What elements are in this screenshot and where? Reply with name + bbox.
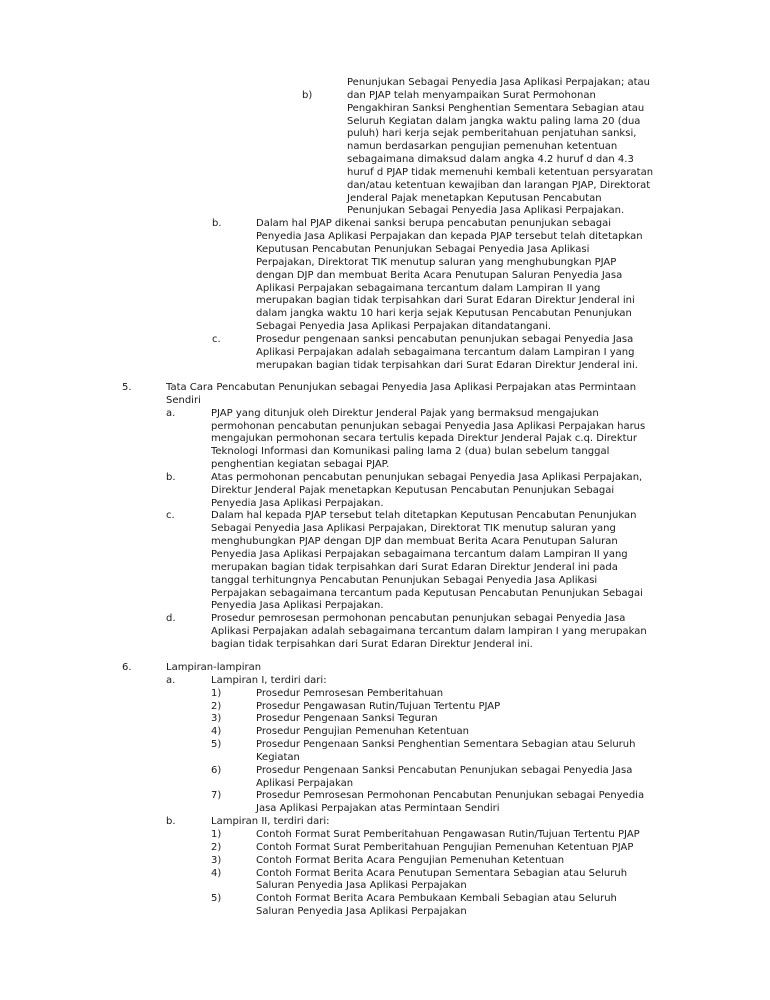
text-line: Prosedur Pengenaan Sanksi Penghentian Sementara Sebagian atau Seluruh xyxy=(256,739,636,751)
list-marker: 2) xyxy=(211,841,222,853)
list-marker: a. xyxy=(166,407,176,419)
list-item xyxy=(0,816,770,829)
list-marker: b. xyxy=(166,471,176,483)
text-line: dengan DJP dan membuat Berita Acara Penutupan Saluran Penyedia Jasa xyxy=(256,269,623,281)
section-continuation xyxy=(0,77,770,372)
text-line: Perpajakan, Direktorat TIK menutup saluran yang menghubungkan PJAP xyxy=(256,256,617,268)
text-line: Prosedur Pemrosesan Pemberitahuan xyxy=(256,687,444,699)
text-line: Sendiri xyxy=(166,394,201,406)
list-item xyxy=(0,510,770,613)
list-marker: 4) xyxy=(211,867,222,879)
text-line: Prosedur Pengenaan Sanksi Pencabutan Penunjukan sebagai Penyedia Jasa xyxy=(256,764,633,776)
list-marker: 3) xyxy=(211,854,222,866)
list-marker: b. xyxy=(212,218,222,230)
list-item xyxy=(0,868,770,894)
section-item xyxy=(0,662,770,675)
text-line: Saluran Penyedia Jasa Aplikasi Perpajakan xyxy=(256,880,467,892)
text-line: Lampiran-lampiran xyxy=(166,662,262,673)
list-item xyxy=(0,790,770,816)
text-line: Penyedia Jasa Aplikasi Perpajakan. xyxy=(211,497,384,509)
text-line: Contoh Format Berita Acara Penutupan Sementara Sebagian atau Seluruh xyxy=(256,867,628,879)
text-line: Prosedur Pengujian Pemenuhan Ketentuan xyxy=(256,726,469,738)
list-item xyxy=(0,77,770,90)
text-line: Prosedur pemrosesan permohonan pencabutan penunjukan sebagai Penyedia Jasa xyxy=(211,613,626,625)
text-line: Aplikasi Perpajakan sebagaimana tercantum dalam Lampiran II yang xyxy=(256,282,601,294)
text-line: Jenderal Pajak menetapkan Keputusan Pencabutan xyxy=(347,192,602,204)
text-line: merupakan bagian tidak terpisahkan dari Surat Edaran Direktur Jenderal ini pada xyxy=(211,561,618,573)
text-line: Penunjukan Sebagai Penyedia Jasa Aplikasi Perpajakan. xyxy=(347,205,625,217)
list-marker: 3) xyxy=(211,713,222,725)
list-item xyxy=(0,713,770,726)
text-line: Aplikasi Perpajakan adalah sebagaimana tercantum dalam lampiran I yang merupakan xyxy=(211,626,647,638)
text-line: namun berdasarkan pengujian pemenuhan ketentuan xyxy=(347,141,618,153)
text-line: mengajukan permohonan secara tertulis kepada Direktur Jenderal Pajak c.q. Direktur xyxy=(211,433,637,445)
list-item xyxy=(0,90,770,218)
list-item xyxy=(0,688,770,701)
list-marker: 4) xyxy=(211,726,222,738)
text-line: Sebagai Penyedia Jasa Aplikasi Perpajakan, Direktorat TIK menutup saluran yang xyxy=(211,523,616,535)
text-line: Lampiran I, terdiri dari: xyxy=(211,674,327,686)
text-line: Teknologi Informasi dan Komunikasi paling lama 2 (dua) bulan sebelum tanggal xyxy=(211,446,610,458)
section-6-attachments xyxy=(0,662,770,919)
text-line: Prosedur Pemrosesan Permohonan Pencabutan Penunjukan sebagai Penyedia xyxy=(256,790,645,802)
text-line: Dalam hal PJAP dikenai sanksi berupa pencabutan penunjukan sebagai xyxy=(256,218,611,230)
text-line: penghentian kegiatan sebagai PJAP. xyxy=(211,459,390,471)
text-line: Prosedur Pengenaan Sanksi Teguran xyxy=(256,713,438,725)
list-item xyxy=(0,739,770,765)
text-line: Direktur Jenderal Pajak menetapkan Keputusan Pencabutan Penunjukan Sebagai xyxy=(211,484,615,496)
text-line: Penunjukan Sebagai Penyedia Jasa Aplikasi Perpajakan; atau xyxy=(347,77,651,88)
text-line: puluh) hari kerja sejak pemberitahuan penjatuhan sanksi, xyxy=(347,128,637,140)
list-marker: 6. xyxy=(122,662,132,673)
section-5-self-revocation xyxy=(0,382,770,652)
text-line: Atas permohonan pencabutan penunjukan sebagai Penyedia Jasa Aplikasi Perpajakan, xyxy=(211,471,643,483)
text-line: Aplikasi Perpajakan xyxy=(256,777,354,789)
text-line: Penyedia Jasa Aplikasi Perpajakan. xyxy=(211,600,384,612)
text-line: Penyedia Jasa Aplikasi Perpajakan dan kepada PJAP tersebut telah ditetapkan xyxy=(256,231,643,243)
text-line: Saluran Penyedia Jasa Aplikasi Perpajakan xyxy=(256,906,467,918)
text-line: Tata Cara Pencabutan Penunjukan sebagai Penyedia Jasa Aplikasi Perpajakan atas Permintaan xyxy=(166,382,637,393)
list-marker: c. xyxy=(212,333,221,345)
list-item xyxy=(0,408,770,472)
text-line: dan/atau ketentuan kewajiban dan larangan PJAP, Direktorat xyxy=(347,179,651,191)
text-line: menghubungkan PJAP dengan DJP dan membuat Berita Acara Penutupan Saluran xyxy=(211,536,618,548)
text-line: bagian tidak terpisahkan dari Surat Edaran Direktur Jenderal ini. xyxy=(211,638,533,650)
text-line: huruf d PJAP tidak memenuhi kembali ketentuan persyaratan xyxy=(347,166,654,178)
list-marker: 2) xyxy=(211,700,222,712)
text-line: Prosedur Pengawasan Rutin/Tujuan Tertentu PJAP xyxy=(256,700,501,712)
list-item xyxy=(0,613,770,652)
text-line: Contoh Format Berita Acara Pembukaan Kembali Sebagian atau Seluruh xyxy=(256,893,617,905)
text-line: Contoh Format Surat Pemberitahuan Pengujian Pemenuhan Ketentuan PJAP xyxy=(256,841,634,853)
list-marker: 1) xyxy=(211,828,222,840)
list-item xyxy=(0,334,770,373)
list-marker: 5) xyxy=(211,893,222,905)
list-item xyxy=(0,855,770,868)
list-marker: 5. xyxy=(122,382,132,393)
text-line: Seluruh Kegiatan dalam jangka waktu paling lama 20 (dua xyxy=(347,115,641,127)
text-line: Contoh Format Surat Pemberitahuan Pengawasan Rutin/Tujuan Tertentu PJAP xyxy=(256,828,640,840)
text-line: Lampiran II, terdiri dari: xyxy=(211,816,330,828)
text-line: dalam jangka waktu 10 hari kerja sejak Keputusan Pencabutan Penunjukan xyxy=(256,308,632,320)
text-line: Aplikasi Perpajakan adalah sebagaimana tercantum dalam Lampiran I yang xyxy=(256,346,635,358)
list-item xyxy=(0,893,770,919)
text-line: tanggal terhitungnya Pencabutan Penunjukan Sebagai Penyedia Jasa Aplikasi xyxy=(211,574,598,586)
text-line: permohonan pencabutan penunjukan sebagai Penyedia Jasa Aplikasi Perpajakan harus xyxy=(211,420,646,432)
text-line: Contoh Format Berita Acara Pengujian Pemenuhan Ketentuan xyxy=(256,854,565,866)
list-marker: 5) xyxy=(211,739,222,751)
list-item xyxy=(0,701,770,714)
list-marker: b. xyxy=(166,816,176,828)
list-marker: b) xyxy=(302,89,313,101)
text-line: Perpajakan sebagaimana tercantum pada Keputusan Pencabutan Penunjukan Sebagai xyxy=(211,587,643,599)
list-item xyxy=(0,829,770,842)
text-line: Jasa Aplikasi Perpajakan atas Permintaan Sendiri xyxy=(256,803,500,815)
text-line: Sebagai Penyedia Jasa Aplikasi Perpajakan ditandatangani. xyxy=(256,321,552,333)
text-line: merupakan bagian tidak terpisahkan dari Surat Edaran Direktur Jenderal ini. xyxy=(256,359,638,371)
text-line: merupakan bagian tidak terpisahkan dari Surat Edaran Direktur Jenderal ini xyxy=(256,295,635,307)
text-line: Keputusan Pencabutan Penunjukan Sebagai Penyedia Jasa Aplikasi xyxy=(256,243,590,255)
list-item xyxy=(0,842,770,855)
text-line: dan PJAP telah menyampaikan Surat Permohonan xyxy=(347,89,596,101)
list-marker: c. xyxy=(166,510,175,522)
text-line: Pengakhiran Sanksi Penghentian Sementara Sebagian atau xyxy=(347,102,645,114)
list-item xyxy=(0,472,770,511)
list-marker: d. xyxy=(166,613,176,625)
list-marker: 7) xyxy=(211,790,222,802)
list-item xyxy=(0,218,770,334)
list-item xyxy=(0,765,770,791)
text-line: PJAP yang ditunjuk oleh Direktur Jenderal Pajak yang bermaksud mengajukan xyxy=(211,407,599,419)
list-marker: 6) xyxy=(211,764,222,776)
text-line: Prosedur pengenaan sanksi pencabutan penunjukan sebagai Penyedia Jasa xyxy=(256,333,634,345)
list-item xyxy=(0,675,770,688)
text-line: sebagaimana dimaksud dalam angka 4.2 huruf d dan 4.3 xyxy=(347,154,634,166)
list-marker: 1) xyxy=(211,687,222,699)
text-line: Dalam hal kepada PJAP tersebut telah ditetapkan Keputusan Pencabutan Penunjukan xyxy=(211,510,637,522)
text-line: Kegiatan xyxy=(256,751,300,763)
list-item xyxy=(0,726,770,739)
list-marker: a. xyxy=(166,674,176,686)
section-item xyxy=(0,382,770,408)
text-line: Penyedia Jasa Aplikasi Perpajakan sebagaimana tercantum dalam Lampiran II yang xyxy=(211,548,628,560)
